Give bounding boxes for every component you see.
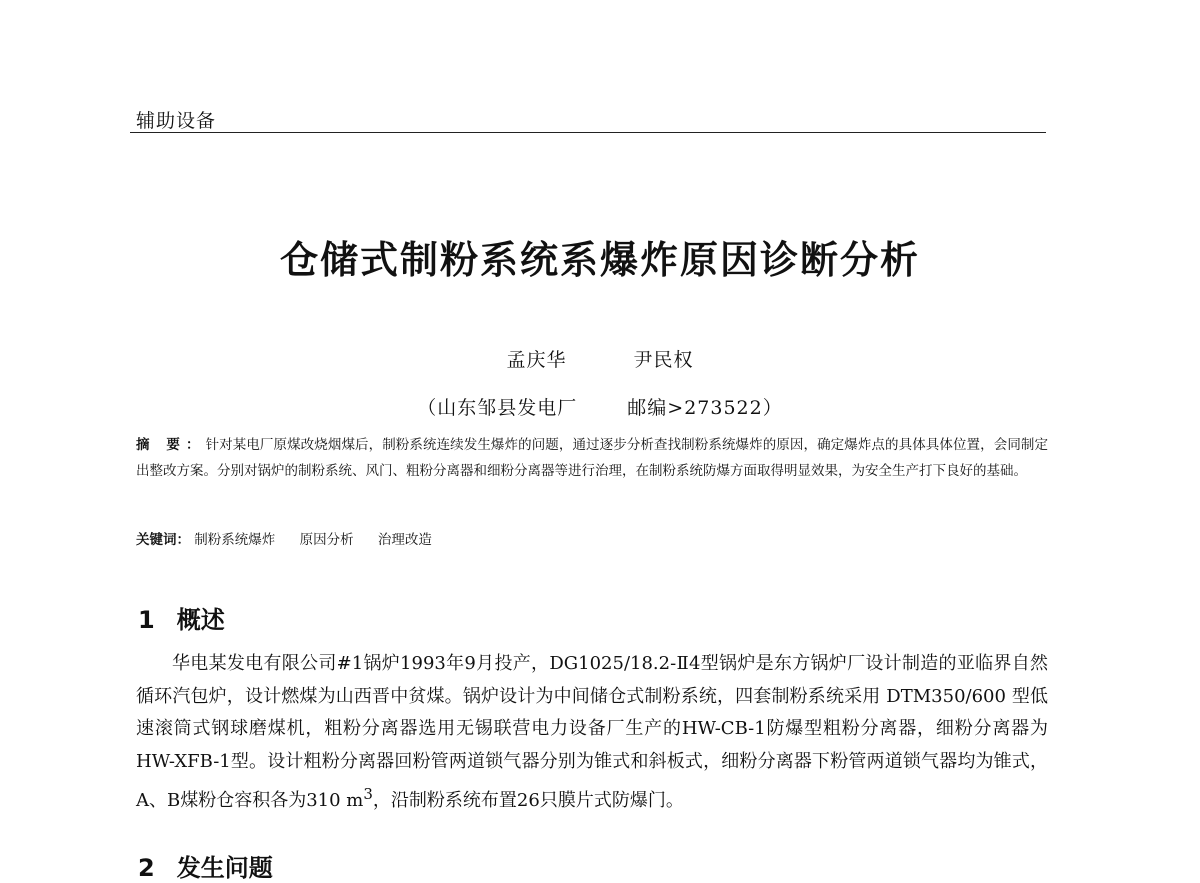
affiliation-org: （山东邹县发电厂 [417,397,578,419]
keywords-label: 关键词： [136,532,190,548]
abstract-text: 针对某电厂原煤改烧烟煤后，制粉系统连续发生爆炸的问题，通过逐步分析查找制粉系统爆炸的原因，确定爆炸点的具体具体位置，会同制定出整改方案。分别对锅炉的制粉系统、风门、粗粉分离器和细粉分离器等进行治理，在制粉系统防爆方面取得明显效果，为安全生产打下良好的基础。 [136,437,1049,479]
paragraph-text-2: ，沿制粉系统布置26只膜片式防爆门。 [372,790,684,811]
keyword-item: 制粉系统爆炸 [194,532,276,548]
section-1-number: 1 [138,606,155,634]
authors [0,345,1200,372]
author-2: 尹民权 [633,349,694,371]
keywords [136,527,1048,553]
paper-title: 仓储式制粉系统系爆炸原因诊断分析 [279,238,920,282]
affiliation-postcode: 邮编>273522） [627,397,783,419]
running-header: 辅助设备 [136,110,217,132]
author-1: 孟庆华 [506,349,567,371]
section-2-number: 2 [138,854,155,882]
section-2-title: 发生问题 [176,854,273,882]
keyword-item: 治理改造 [377,532,432,548]
section-1-paragraph [136,648,1048,818]
section-1-title: 概述 [176,606,225,634]
paragraph-text-1: 华电某发电有限公司#1锅炉1993年9月投产，DG1025/18.2-Ⅱ4型锅炉是东方锅炉厂设计制造的亚临界自然循环汽包炉，设计燃煤为山西晋中贫煤。锅炉设计为中间储仓式制粉系统，四套制粉系统采用 DTM350/600 型低速滚筒式钢球磨煤机，粗粉分离器选用无锡联营电力设备厂生产的HW-CB-1防爆型粗粉分离器，细粉分离器为HW-XFB-1型。设计粗粉分离器回粉管两道锁气器分别为锥式和斜板式，细粉分离器下粉管两道锁气器均为锥式，A、B煤粉仓容积各为310 m [136,653,1048,811]
section-2-heading [138,848,273,883]
abstract-label: 摘 要： [136,437,206,453]
abstract [136,432,1048,484]
affiliation [0,393,1200,420]
header-rule [130,132,1046,133]
keyword-item: 原因分析 [299,532,354,548]
superscript: 3 [363,785,373,803]
section-1-heading [138,600,225,635]
